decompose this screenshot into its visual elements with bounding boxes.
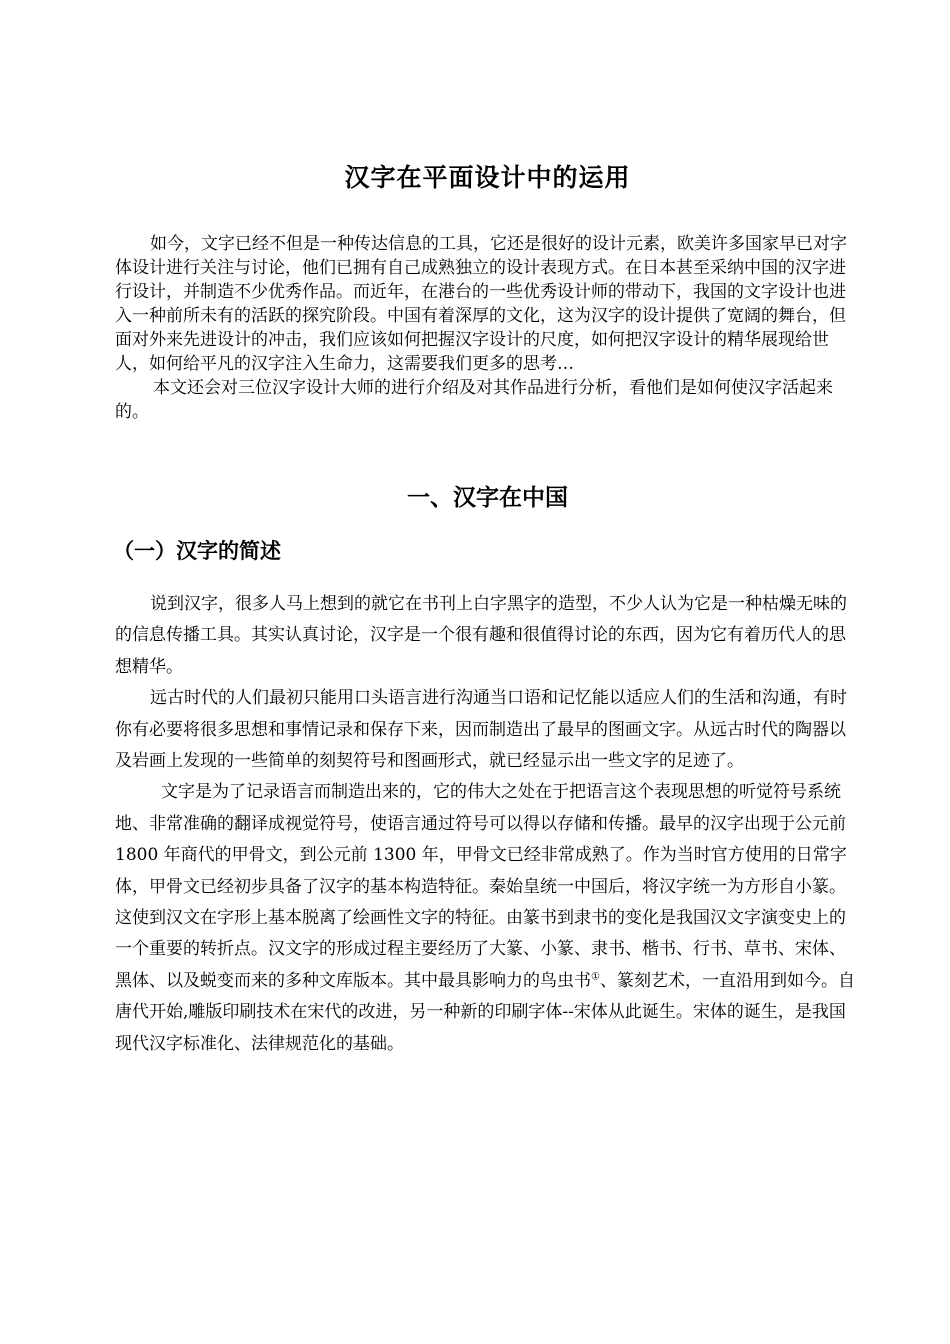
- body-paragraph: 说到汉字，很多人马上想到的就它在书刊上白字黑字的造型，不少人认为它是一种枯燥无味的的信息传播工具。其实认真讨论，汉字是一个很有趣和很值得讨论的东西，因为它有着历代人的思想精华。: [115, 594, 847, 677]
- abstract-paragraph: 本文还会对三位汉字设计大师的进行介绍及对其作品进行分析，看他们是如何使汉字活起来的。: [115, 378, 833, 422]
- section-heading: 一、汉字在中国: [407, 485, 568, 511]
- document-title: 汉字在平面设计中的运用: [344, 163, 631, 192]
- paragraph-text: 文字是为了记录语言而制造出来的，它的伟大之处在于把语言这个表现思想的听觉符号系统地、非常准确的翻译成视觉符号，使语言通过符号可以得以存储和传播。最早的汉字出现于公元前 1800 年商代的甲骨文，到公元前 1300 年，甲骨文已经非常成熟了。作为当时官方使用的日常字体，甲骨文已经初步具备了汉字的基本构造特征。秦始皇统一中国后，将汉字统一为方形自小篆。这使到汉文在字形上基本脱离了绘画性文字的特征。由篆书到隶书的变化是我国汉文字演变史上的一个重要的转折点。汉文字的形成过程主要经历了大篆、小篆、隶书、楷书、行书、草书、宋体、黑体、以及蜕变而来的多种文库版本。其中最具影响力的鸟虫书: [115, 782, 847, 991]
- body-text: [115, 589, 860, 1060]
- abstract-paragraph: 如今，文字已经不但是一种传达信息的工具，它还是很好的设计元素，欧美许多国家早已对字体设计进行关注与讨论，他们已拥有自己成熟独立的设计表现方式。在日本甚至采纳中国的汉字进行设计，并制造不少优秀作品。而近年，在港台的一些优秀设计师的带动下，我国的文字设计也进入一种前所未有的活跃的探究阶段。中国有着深厚的文化，这为汉字的设计提供了宽阔的舞台，但面对外来先进设计的冲击，我们应该如何把握汉字设计的尺度，如何把汉字设计的精华展现给世人，如何给平凡的汉字注入生命力，这需要我们更多的思考…: [115, 234, 847, 374]
- footnote-marker[interactable]: ①: [591, 971, 600, 983]
- body-paragraph: [115, 777, 860, 1060]
- abstract: [115, 232, 860, 424]
- subsection-heading: （一）汉字的简述: [113, 539, 281, 563]
- body-paragraph: 远古时代的人们最初只能用口头语言进行沟通当口语和记忆能以适应人们的生活和沟通，有时你有必要将很多思想和事情记录和保存下来，因而制造出了最早的图画文字。从远古时代的陶器以及岩画上发现的一些简单的刻契符号和图画形式，就已经显示出一些文字的足迹了。: [115, 688, 847, 772]
- paragraph-text: 、篆刻艺术，一直沿用到如今。自唐代开始,雕版印刷技术在宋代的改进，另一种新的印刷字体--宋体从此诞生。宋体的诞生，是我国现代汉字标准化、法律规范化的基础。: [115, 970, 855, 1054]
